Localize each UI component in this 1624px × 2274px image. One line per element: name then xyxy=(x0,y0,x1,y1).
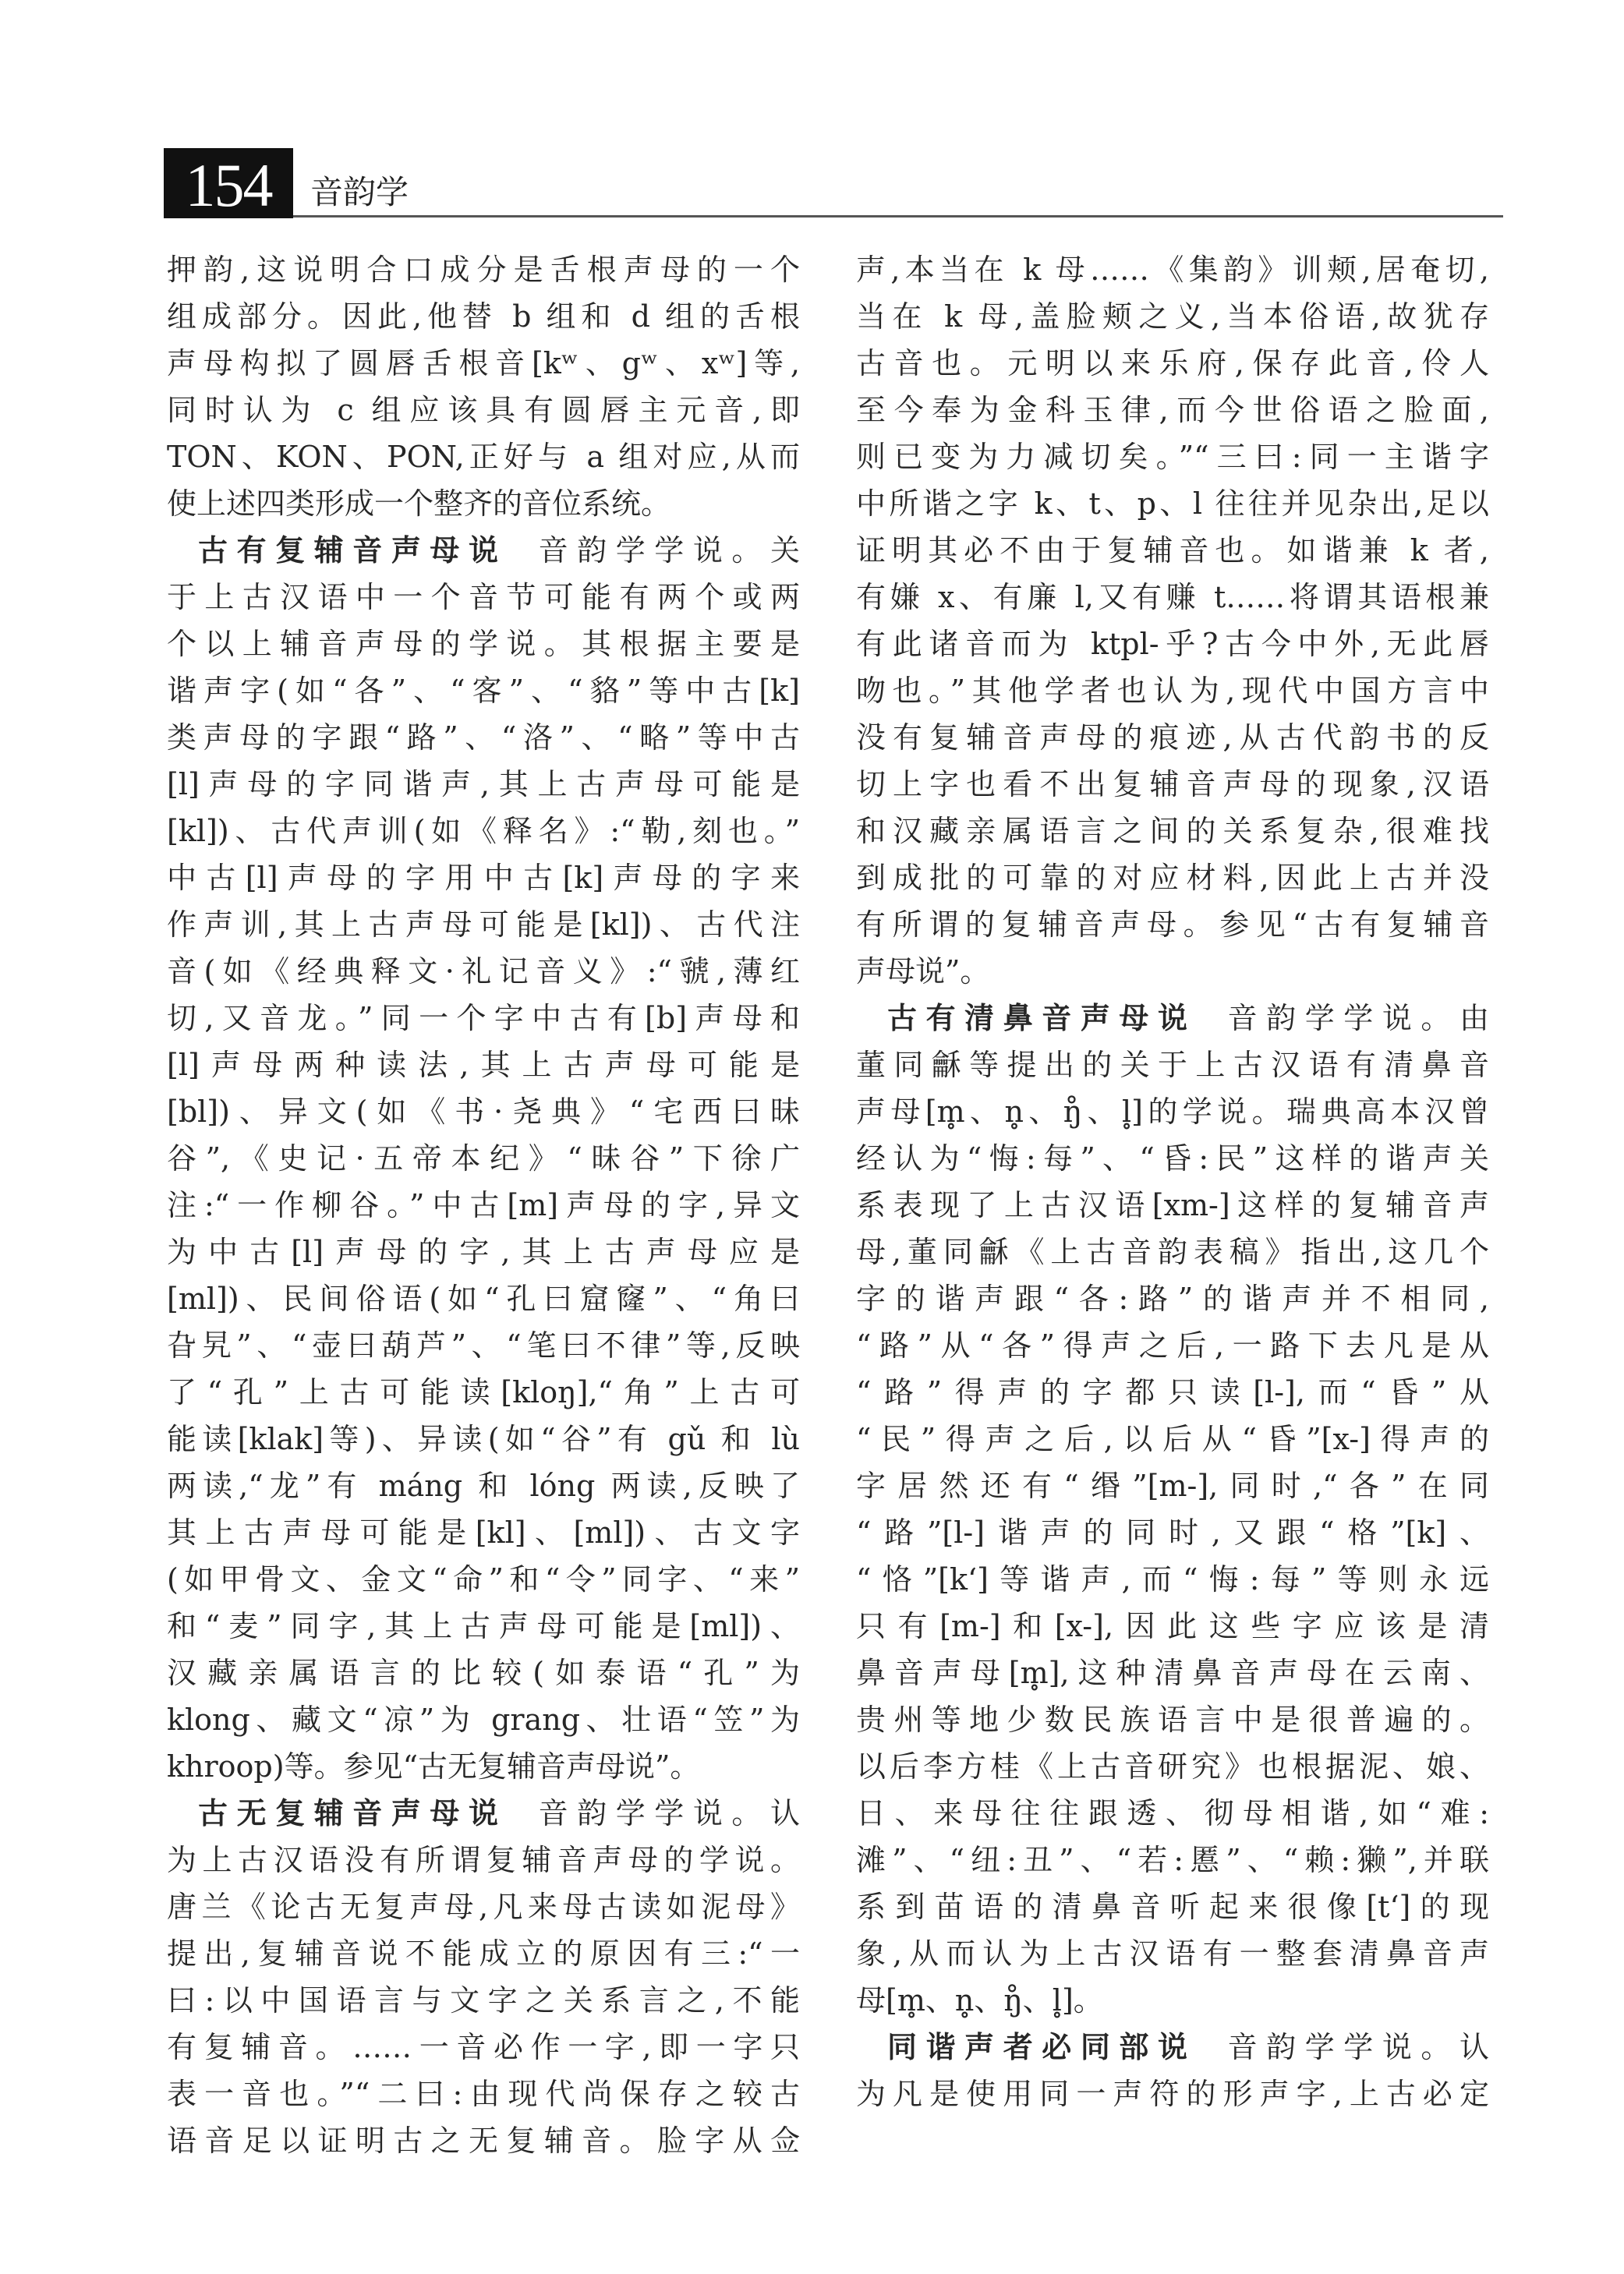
line-text: 吻也。”其他学者也认为,现代中国方言中 xyxy=(856,674,1489,708)
line-text: 当在 k 母,盖脸颊之义,当本俗语,故犹存 xyxy=(856,299,1489,334)
text-line xyxy=(856,1462,1489,1509)
line-text: 系到苗语的清鼻音听起来很像[tʻ]的现 xyxy=(856,1890,1489,1924)
text-line xyxy=(856,1556,1489,1603)
text-line xyxy=(167,1603,800,1650)
text-line xyxy=(856,293,1489,340)
text-column-right xyxy=(856,246,1489,2117)
text-line xyxy=(167,761,800,808)
text-line xyxy=(856,1930,1489,1977)
text-line xyxy=(856,1509,1489,1556)
text-line xyxy=(856,1743,1489,1790)
line-text: 经认为“悔:每”、“昏:民”这样的谐声关 xyxy=(856,1141,1489,1176)
line-text: 象,从而认为上古汉语有一整套清鼻音声 xyxy=(856,1936,1489,1971)
line-text: 中所谐之字 k、t、p、l 往往并见杂出,足以 xyxy=(856,486,1489,521)
text-line xyxy=(167,340,800,387)
line-text: 组成部分。因此,他替 b 组和 d 组的舌根 xyxy=(167,299,800,334)
text-line xyxy=(167,1650,800,1696)
text-line xyxy=(856,854,1489,901)
text-line xyxy=(856,761,1489,808)
entry-definition-start: 音韵学学说。认 xyxy=(538,1796,800,1830)
text-line xyxy=(856,1650,1489,1696)
text-line xyxy=(167,1509,800,1556)
line-text: 和“麦”同字,其上古声母可能是[ml])、 xyxy=(167,1609,800,1643)
text-line xyxy=(856,1603,1489,1650)
text-line xyxy=(856,480,1489,527)
text-line xyxy=(167,901,800,948)
line-text: 声,本当在 k 母……《集韵》训颊,居奄切, xyxy=(856,253,1489,287)
entry-heading-line xyxy=(856,2024,1489,2071)
text-line xyxy=(856,246,1489,293)
text-line xyxy=(167,293,800,340)
text-line xyxy=(167,2117,800,2164)
line-text: 母,董同龢《上古音韵表稿》指出,这几个 xyxy=(856,1235,1489,1269)
entry-definition-start: 音韵学学说。关 xyxy=(538,533,800,568)
text-line xyxy=(856,1322,1489,1369)
line-text: 押韵,这说明合口成分是舌根声母的一个 xyxy=(167,253,800,287)
text-line xyxy=(856,340,1489,387)
text-line xyxy=(856,1088,1489,1135)
line-text: 于上古汉语中一个音节可能有两个或两 xyxy=(167,580,800,614)
line-text: 曰:以中国语言与文字之关系言之,不能 xyxy=(167,1983,800,2018)
page-number: 154 xyxy=(185,151,272,219)
line-text: 其上古声母可能是[kl]、[ml])、古文字 xyxy=(167,1515,800,1550)
line-text: [bl])、异文(如《书·尧典》“宅西曰昧 xyxy=(167,1095,800,1129)
line-text: 类声母的字跟“路”、“洛”、“略”等中古 xyxy=(167,720,800,755)
line-text: 至今奉为金科玉律,而今世俗语之脸面, xyxy=(856,393,1489,427)
text-line xyxy=(856,1790,1489,1837)
line-text: 有此诸音而为 ktpl-乎?古今中外,无此唇 xyxy=(856,627,1489,661)
line-text: 声母构拟了圆唇舌根音[kʷ、gʷ、xʷ]等, xyxy=(167,346,800,380)
line-text: 母[m̥、n̥、ŋ̊、l̥]。 xyxy=(856,1983,1103,2018)
text-line xyxy=(167,2071,800,2117)
text-line xyxy=(856,1883,1489,1930)
line-text: 切,又音龙。”同一个字中古有[b]声母和 xyxy=(167,1001,800,1035)
text-line xyxy=(167,1416,800,1462)
text-line xyxy=(856,621,1489,667)
text-line xyxy=(167,1462,800,1509)
text-line xyxy=(856,574,1489,621)
line-text: 字的谐声跟“各:路”的谐声并不相同, xyxy=(856,1282,1489,1316)
line-text: (如甲骨文、金文“命”和“令”同字、“来” xyxy=(167,1562,800,1597)
text-line xyxy=(167,1556,800,1603)
text-line xyxy=(856,1275,1489,1322)
line-text: TON、KON、PON,正好与 a 组对应,从而 xyxy=(167,440,800,474)
text-line xyxy=(167,1322,800,1369)
text-line xyxy=(167,2024,800,2071)
text-line xyxy=(167,1977,800,2024)
line-text: 两读,“龙”有 máng 和 lóng 两读,反映了 xyxy=(167,1469,800,1503)
text-line xyxy=(167,854,800,901)
line-text: 谷”,《史记·五帝本纪》“昧谷”下徐广 xyxy=(167,1141,800,1176)
text-line xyxy=(167,1182,800,1229)
line-text: 有复辅音。……一音必作一字,即一字只 xyxy=(167,2030,800,2064)
running-section-title: 音韵学 xyxy=(310,173,409,211)
text-line xyxy=(167,1930,800,1977)
text-line xyxy=(167,995,800,1042)
line-text: 系表现了上古汉语[xm-]这样的复辅音声 xyxy=(856,1188,1489,1222)
text-line xyxy=(167,714,800,761)
text-line xyxy=(167,621,800,667)
line-text: 语音足以证明古之无复辅音。脸字从佥 xyxy=(167,2124,800,2158)
text-line xyxy=(856,1135,1489,1182)
text-line xyxy=(856,808,1489,854)
line-text: 日、来母往往跟透、彻母相谐,如“难: xyxy=(856,1796,1489,1830)
entry-definition-start: 音韵学学说。由 xyxy=(1227,1001,1489,1035)
text-line xyxy=(856,527,1489,574)
entry-heading-line xyxy=(167,1790,800,1837)
line-text: 有所谓的复辅音声母。参见“古有复辅音 xyxy=(856,907,1489,942)
page-number-box xyxy=(164,148,293,218)
text-line xyxy=(856,948,1489,995)
line-text: 汉藏亲属语言的比较(如泰语“孔”为 xyxy=(167,1656,800,1690)
text-line xyxy=(856,2071,1489,2117)
line-text: 鼻音声母[m̥],这种清鼻音声母在云南、 xyxy=(856,1656,1489,1690)
line-text: 旮旯”、“壶曰葫芦”、“笔曰不律”等,反映 xyxy=(167,1328,800,1363)
text-line xyxy=(856,1696,1489,1743)
entry-term: 同谐声者必同部说 xyxy=(887,2030,1197,2064)
line-text: 为上古汉语没有所谓复辅音声母的学说。 xyxy=(167,1843,800,1877)
line-text: 字居然还有“缗”[m-],同时,“各”在同 xyxy=(856,1469,1489,1503)
text-line xyxy=(167,1696,800,1743)
line-text: 中古[l]声母的字用中古[k]声母的字来 xyxy=(167,861,800,895)
text-line xyxy=(167,480,800,527)
entry-term: 古有清鼻音声母说 xyxy=(887,1001,1197,1035)
text-line xyxy=(856,901,1489,948)
text-line xyxy=(167,1883,800,1930)
line-text: 为中古[l]声母的字,其上古声母应是 xyxy=(167,1235,800,1269)
line-text: 董同龢等提出的关于上古汉语有清鼻音 xyxy=(856,1048,1489,1082)
line-text: “民”得声之后,以后从“昏”[x-]得声的 xyxy=(856,1422,1489,1456)
text-line xyxy=(167,667,800,714)
line-text: khroop)等。参见“古无复辅音声母说”。 xyxy=(167,1749,700,1784)
text-line xyxy=(856,387,1489,433)
line-text: klong、藏文“凉”为 grang、壮语“笠”为 xyxy=(167,1703,800,1737)
line-text: 则已变为力减切矣。”“三曰:同一主谐字 xyxy=(856,440,1489,474)
line-text: 贵州等地少数民族语言中是很普遍的。 xyxy=(856,1703,1489,1737)
line-text: “路”得声的字都只读[l-],而“昏”从 xyxy=(856,1375,1489,1409)
entry-heading-line xyxy=(856,995,1489,1042)
text-line xyxy=(167,387,800,433)
text-line xyxy=(856,1182,1489,1229)
line-text: 提出,复辅音说不能成立的原因有三:“一 xyxy=(167,1936,800,1971)
text-line xyxy=(167,1275,800,1322)
line-text: “路”[l-]谐声的同时,又跟“格”[k]、 xyxy=(856,1515,1489,1550)
text-line xyxy=(167,808,800,854)
line-text: 只有[m-]和[x-],因此这些字应该是清 xyxy=(856,1609,1489,1643)
line-text: 到成批的可靠的对应材料,因此上古并没 xyxy=(856,861,1489,895)
line-text: 表一音也。”“二曰:由现代尚保存之较古 xyxy=(167,2077,800,2111)
text-line xyxy=(856,1416,1489,1462)
text-line xyxy=(856,1837,1489,1883)
line-text: 作声训,其上古声母可能是[kl])、古代注 xyxy=(167,907,800,942)
line-text: 唐兰《论古无复声母,凡来母古读如泥母》 xyxy=(167,1890,800,1924)
text-line xyxy=(856,433,1489,480)
text-line xyxy=(167,246,800,293)
line-text: 切上字也看不出复辅音声母的现象,汉语 xyxy=(856,767,1489,801)
text-line xyxy=(167,1135,800,1182)
text-line xyxy=(167,1369,800,1416)
text-line xyxy=(167,1042,800,1088)
line-text: 了“孔”上古可能读[kloŋ],“角”上古可 xyxy=(167,1375,800,1409)
line-text: [l]声母的字同谐声,其上古声母可能是 xyxy=(167,767,800,801)
text-line xyxy=(167,948,800,995)
text-line xyxy=(856,1042,1489,1088)
line-text: 谐声字(如“各”、“客”、“貉”等中古[k] xyxy=(167,674,800,708)
line-text: 音(如《经典释文·礼记音义》:“虢,薄红 xyxy=(167,954,800,988)
entry-definition-start: 音韵学学说。认 xyxy=(1227,2030,1489,2064)
text-line xyxy=(167,1229,800,1275)
header-rule xyxy=(293,215,1503,217)
text-line xyxy=(856,714,1489,761)
line-text: [l]声母两种读法,其上古声母可能是 xyxy=(167,1048,800,1082)
line-text: 注:“一作柳谷。”中古[m]声母的字,异文 xyxy=(167,1188,800,1222)
line-text: 使上述四类形成一个整齐的音位系统。 xyxy=(167,486,671,521)
text-line xyxy=(856,1229,1489,1275)
line-text: 能读[klak]等)、异读(如“谷”有 gǔ 和 lù xyxy=(167,1422,800,1456)
line-text: 声母[m̥、n̥、ŋ̊、l̥]的学说。瑞典高本汉曾 xyxy=(856,1095,1489,1129)
line-text: 滩”、“纽:丑”、“若:慝”、“赖:獭”,并联 xyxy=(856,1843,1489,1877)
text-column-left xyxy=(167,246,800,2164)
line-text: 和汉藏亲属语言之间的关系复杂,很难找 xyxy=(856,814,1489,848)
line-text: “路”从“各”得声之后,一路下去凡是从 xyxy=(856,1328,1489,1363)
line-text: [ml])、民间俗语(如“孔曰窟窿”、“角曰 xyxy=(167,1282,800,1316)
line-text: 没有复辅音声母的痕迹,从古代韵书的反 xyxy=(856,720,1489,755)
line-text: 个以上辅音声母的学说。其根据主要是 xyxy=(167,627,800,661)
text-line xyxy=(856,1369,1489,1416)
entry-heading-line xyxy=(167,527,800,574)
entry-term: 古无复辅音声母说 xyxy=(198,1796,508,1830)
line-text: “恪”[kʻ]等谐声,而“悔:每”等则永远 xyxy=(856,1562,1489,1597)
line-text: 以后李方桂《上古音研究》也根据泥、娘、 xyxy=(856,1749,1489,1784)
text-line xyxy=(167,574,800,621)
text-line xyxy=(167,1088,800,1135)
text-line xyxy=(856,1977,1489,2024)
text-line xyxy=(856,667,1489,714)
line-text: 证明其必不由于复辅音也。如谐兼 k 者, xyxy=(856,533,1489,568)
line-text: 声母说”。 xyxy=(856,954,990,988)
text-line xyxy=(167,433,800,480)
line-text: 为凡是使用同一声符的形声字,上古必定 xyxy=(856,2077,1489,2111)
text-line xyxy=(167,1743,800,1790)
text-line xyxy=(167,1837,800,1883)
line-text: 古音也。元明以来乐府,保存此音,伶人 xyxy=(856,346,1489,380)
entry-term: 古有复辅音声母说 xyxy=(198,533,508,568)
line-text: [kl])、古代声训(如《释名》:“勒,刻也。” xyxy=(167,814,800,848)
line-text: 同时认为 c 组应该具有圆唇主元音,即 xyxy=(167,393,800,427)
line-text: 有嫌 x、有廉 l,又有赚 t……将谓其语根兼 xyxy=(856,580,1489,614)
